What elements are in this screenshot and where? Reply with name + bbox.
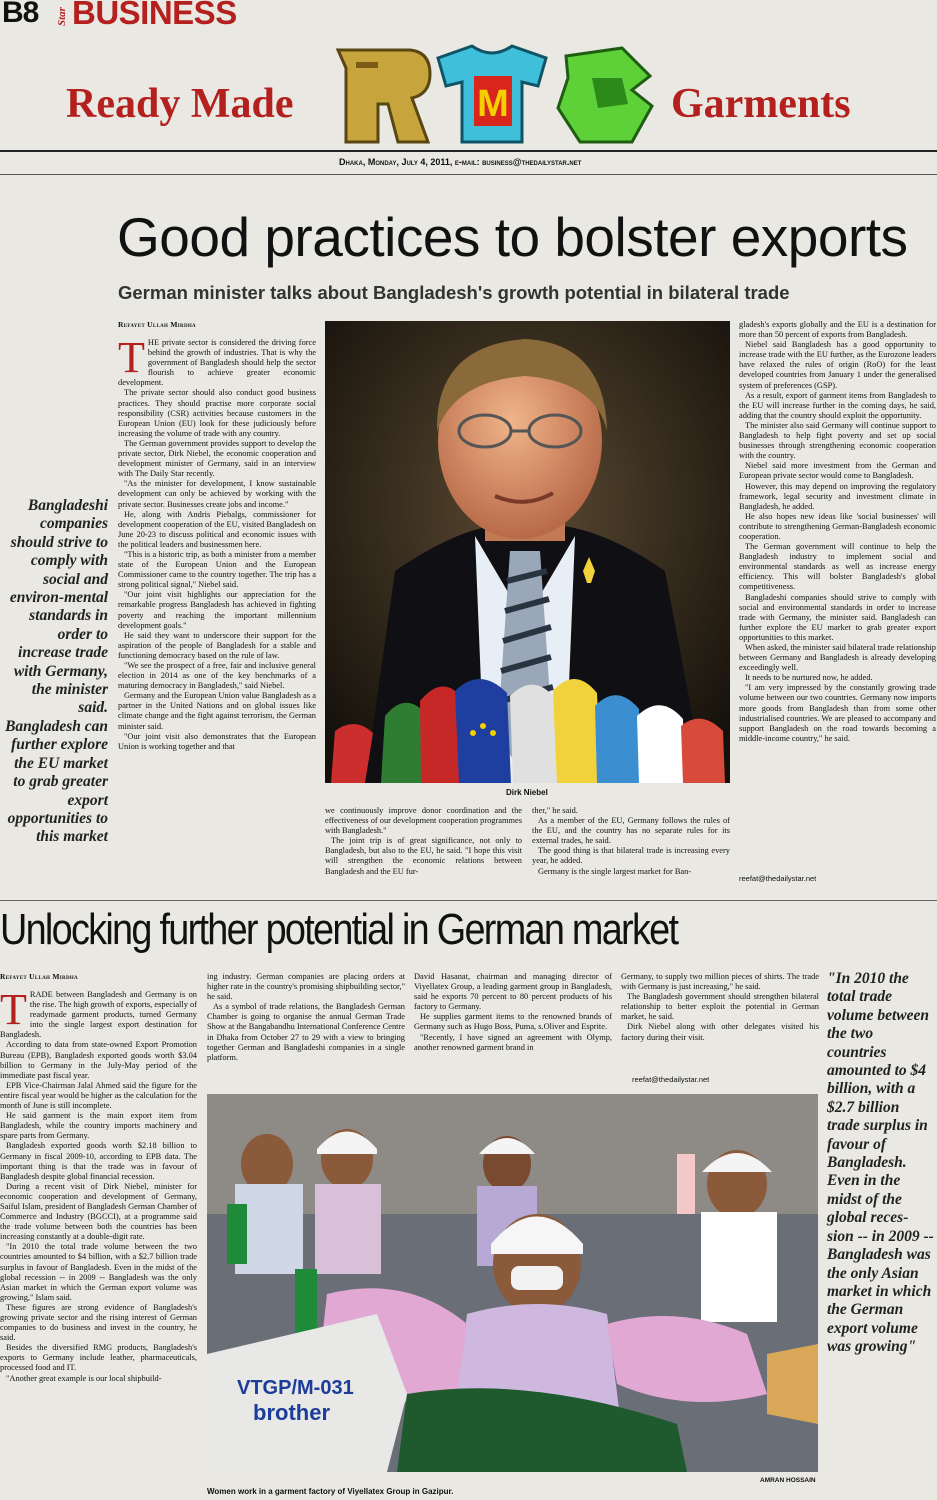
paragraph: These figures are strong evidence of Bangladesh's growing private sector and the rising interest of German companies to do business and invest in the country, he said. [0, 1302, 197, 1343]
paragraph: David Hasanat, chairman and managing director of Viyellatex Group, a leading garment group in Bangladesh, said he exports 70 percent to 80 percent products of his factory to Germany. [414, 972, 612, 1012]
paragraph: When asked, the minister said bilateral trade relationship between Germany and Bangladesh is already developing exceedingly well. [739, 643, 936, 673]
dropcap-t: T [118, 338, 145, 382]
paragraph: The good thing is that bilateral trade is increasing every year, he added. [532, 846, 730, 866]
story1-column-2 [325, 806, 522, 886]
story2-column-2 [207, 972, 405, 1087]
rmg-m-letter: M [477, 83, 509, 125]
story2-column-1 [0, 990, 197, 1500]
paragraph: He also hopes new ideas like 'social businesses' will contribute to strengthening German-Bangladesh economic cooperation. [739, 511, 936, 541]
paragraph: He supplies garment items to the renowned brands of Germany such as Hugo Boss, Puma, s.Oliver and Esprite. [414, 1012, 612, 1032]
header-rule-2 [0, 174, 937, 175]
paragraph: Germany and the European Union value Bangladesh as a partner in the United Nations and on global issues like climate change and the fight against terrorism, the German minister said. [118, 691, 316, 731]
section-title: BUSINESS [72, 0, 237, 31]
rmg-clothing-icon [332, 38, 662, 148]
pullquote-story2: "In 2010 the total trade volume between the two countries amounted to $4 billion, with a $2.7 billion trade surplus in favour of Bangladesh. Even in the midst of the global reces-sion -- in 2009 -- Bangladesh was the only Asian market in which the German export volume was growing" [827, 970, 934, 1356]
paragraph: HE private sector is considered the driving force behind the growth of industries. That is why the government of Bangladesh should help the sector flourish to achieve greater economic development. [118, 338, 316, 388]
paragraph: The Bangladesh government should strengthen bilateral relationship to better exploit the potential in German market, he said. [621, 992, 819, 1022]
paragraph: gladesh's exports globally and the EU is a destination for more than 50 percent of exports from Bangladesh. [739, 320, 936, 340]
paragraph: During a recent visit of Dirk Niebel, minister for economic cooperation and development of Germany, Saiful Islam, president of Bangladesh German Chamber of Commerce and Industry (BGCCI), at a programme said the trade volume between both the countries has been increasing constantly at a double-digit rate. [0, 1181, 197, 1242]
paragraph: Germany, to supply two million pieces of shirts. The trade with Germany is just increasing," he said. [621, 972, 819, 992]
headline-unlocking: Unlocking further potential in German market [0, 905, 678, 954]
signoff-story2: reefat@thedailystar.net [632, 1075, 710, 1084]
paragraph: Bangladeshi companies should strive to comply with social and environmental standards in order to increase trade with Germany, the minister said. Bangladesh can further explore the EU market to grab greater export opportunities to this market. [739, 592, 936, 642]
paragraph: It needs to be nurtured now, he added. [745, 673, 873, 683]
paragraph: "Recently, I have signed an agreement with Olymp, another renowned garment brand in [414, 1032, 612, 1052]
page-number: B8 [2, 0, 39, 29]
paragraph: "Our joint visit highlights our appreciation for the remarkable progress Bangladesh has achieved in fighting poverty and reaching the important millennium development goals." [118, 590, 316, 630]
paragraph: ing industry. German companies are placing orders at higher rate in the country's promising shipbuilding sector," he said. [207, 972, 405, 1002]
dateline: Dhaka, Monday, July 4, 2011, e-mail: business@thedailystar.net [339, 157, 582, 167]
paragraph: The German government provides support to develop the private sector, Dirk Niebel, the economic cooperation and development minister of Germany, said in an interview with The Daily Star recently. [118, 438, 316, 479]
byline-story2: Refayet Ullah Mirdha [0, 972, 78, 981]
paragraph: He said garment is the main export item from Bangladesh, while the country imports machinery and spare parts from Germany. [0, 1111, 197, 1141]
star-logo: Star [56, 7, 68, 26]
story2-column-4 [621, 972, 819, 1067]
paragraph: As a member of the EU, Germany follows the rules of the EU, and the country has no separate rules for its external trades, he said. [532, 816, 730, 846]
paragraph: The private sector should also conduct good business practices. They should practise more corporate social responsibility (CSR) activities because customers in the European Union (EU) look for these judiciously before increasing the volume of trade with any country. [118, 388, 316, 438]
header-rule [0, 150, 937, 152]
story-divider [0, 900, 937, 901]
paragraph: He, along with Andris Piebalgs, commissioner for development cooperation of the EU, visited Bangladesh on June 20-23 to discuss political and economic issues with the political leaders and businessmen here. [118, 509, 316, 549]
banner-ready-made: Ready Made [66, 81, 294, 127]
caption-dirk-niebel: Dirk Niebel [506, 788, 548, 797]
rmg-logo [332, 38, 662, 148]
subhead-german-minister: German minister talks about Bangladesh's growth potential in bilateral trade [118, 282, 790, 303]
signoff-story1: reefat@thedailystar.net [739, 874, 817, 883]
machine-label-1: VTGP/M-031 [237, 1377, 354, 1399]
paragraph: "In 2010 the total trade volume between the two countries amounted to $4 billion, with a $2.7 billion trade surplus in favour of Bangladesh. Even in the midst of the global recession -- in 2009 -- Bangladesh was the only Asian market in which the German export volume was growing," Islam said. [0, 1242, 197, 1302]
paragraph: "Another great example is our local shipbuild- [6, 1373, 162, 1383]
paragraph: "We see the prospect of a free, fair and inclusive general election in 2014 as one of the key benchmarks of a maturing democracy in Bangladesh," said Niebel. [118, 661, 316, 691]
paragraph: He said they want to underscore their support for the aspiration of the people of Bangladesh for a stable and functioning democracy based on the rule of law. [118, 630, 316, 660]
paragraph: "I am very impressed by the constantly growing trade volume between our two countries. Germany now imports more goods from Bangladesh than from some other industrialised countries. We are pleased to accompany and support Bangladesh on the road towards becoming a middle-income country," he said. [739, 683, 936, 743]
byline-story1: Refayet Ullah Mirdha [118, 320, 196, 329]
story2-column-3 [414, 972, 612, 1087]
dropcap-t: T [0, 990, 27, 1034]
paragraph: However, this may depend on improving the regulatory framework, legal security and investment climate in Bangladesh, he added. [739, 481, 936, 511]
paragraph: Besides the diversified RMG products, Bangladesh's exports to Germany include leather, pharmaceuticals, processed food and IT. [0, 1343, 197, 1373]
story1-column-3 [532, 806, 730, 886]
factory-illustration [207, 1094, 818, 1472]
paragraph: The German government will continue to help the Bangladesh industry to implement social and environmental standards as well as increase energy efficiency. This will bolster Bangladesh's global competitiveness. [739, 542, 936, 592]
paragraph: Niebel said more investment from the German and European private sector would come to Bangladesh. [739, 461, 936, 481]
banner-garments: Garments [671, 81, 851, 127]
paragraph: As a result, export of garment items from Bangladesh to the EU will increase further in the coming days, he said, adding that the country should exploit the opportunity. [739, 390, 936, 420]
photo-garment-factory [207, 1094, 818, 1472]
paragraph: Bangladesh exported goods worth $2.18 billion to Germany in fiscal 2009-10, according to EPB data. The important thing is that the trade was in favour of Bangladesh despite global financial recession. [0, 1141, 197, 1181]
paragraph: Niebel said Bangladesh has a good opportunity to increase trade with the EU further, as the Eurozone leaders have relaxed the rules of origin (RoO) for the least developed countries from January 1 under the generalised system of preferences (GSP). [739, 340, 936, 390]
paragraph: The joint trip is of great significance, not only to Bangladesh, but also to the EU, he said. "I hope this visit will strengthen the economic relations between Bangladesh and the EU fur- [325, 836, 522, 876]
paragraph: "This is a historic trip, as both a minister from a member state of the European Union and the European Commissioner came to the country together. The trip has a strong political signal," Niebel said. [118, 549, 316, 590]
paragraph: RADE between Bangladesh and Germany is on the rise. The high growth of exports, especially of readymade garment products, turned Germany into the single largest export destination for Bangladesh. [0, 990, 197, 1040]
paragraph: Dirk Niebel along with other delegates visited his factory during their visit. [621, 1022, 819, 1042]
machine-label-2: brother [253, 1400, 330, 1425]
paragraph: Germany is the single largest market for Ban- [538, 866, 692, 876]
paragraph: As a symbol of trade relations, the Bangladesh German Chamber is going to organise the annual German Trade Show at the Bangabandhu International Conference Centre in Dhaka from October 27 to 29 with a view to bringing together German and Bangladeshi companies in a single platform. [207, 1002, 405, 1062]
photo-credit: AMRAN HOSSAIN [760, 1477, 816, 1484]
paragraph: EPB Vice-Chairman Jalal Ahmed said the figure for the entire fiscal year would be higher as the calculation for the month of June is still incomplete. [0, 1080, 197, 1111]
paragraph: "As the minister for development, I know sustainable development can only be achieved by working with the private sector. Businesses create jobs and income." [118, 479, 316, 509]
paragraph: we continuously improve donor coordination and the effectiveness of our development cooperation programmes with Bangladesh." [325, 806, 522, 836]
portrait-illustration [325, 321, 730, 783]
paragraph: "Our joint visit also demonstrates that the European Union is working together and that [118, 731, 316, 751]
headline-good-practices: Good practices to bolster exports [117, 206, 908, 268]
pullquote-story1: Bangladeshi companies should strive to comply with social and environ-mental standards in order to increase trade with Germany, the minister said. Bangladesh can further explore the EU market to grab greater export opportunities to this market [5, 497, 108, 846]
story1-column-4 [739, 320, 936, 863]
caption-factory: Women work in a garment factory of Viyellatex Group in Gazipur. [207, 1487, 454, 1496]
story1-column-1 [118, 338, 316, 886]
photo-dirk-niebel [325, 321, 730, 783]
paragraph: ther," he said. [532, 806, 578, 815]
paragraph: The minister also said Germany will continue support to Bangladesh to help fight poverty and set up social businesses through strengthening economic cooperation with the country. [739, 420, 936, 461]
paragraph: According to data from state-owned Export Promotion Bureau (EPB), Bangladesh exported goods worth $3.04 billion to Germany in the July-May period of the immediate past fiscal year. [0, 1040, 197, 1080]
